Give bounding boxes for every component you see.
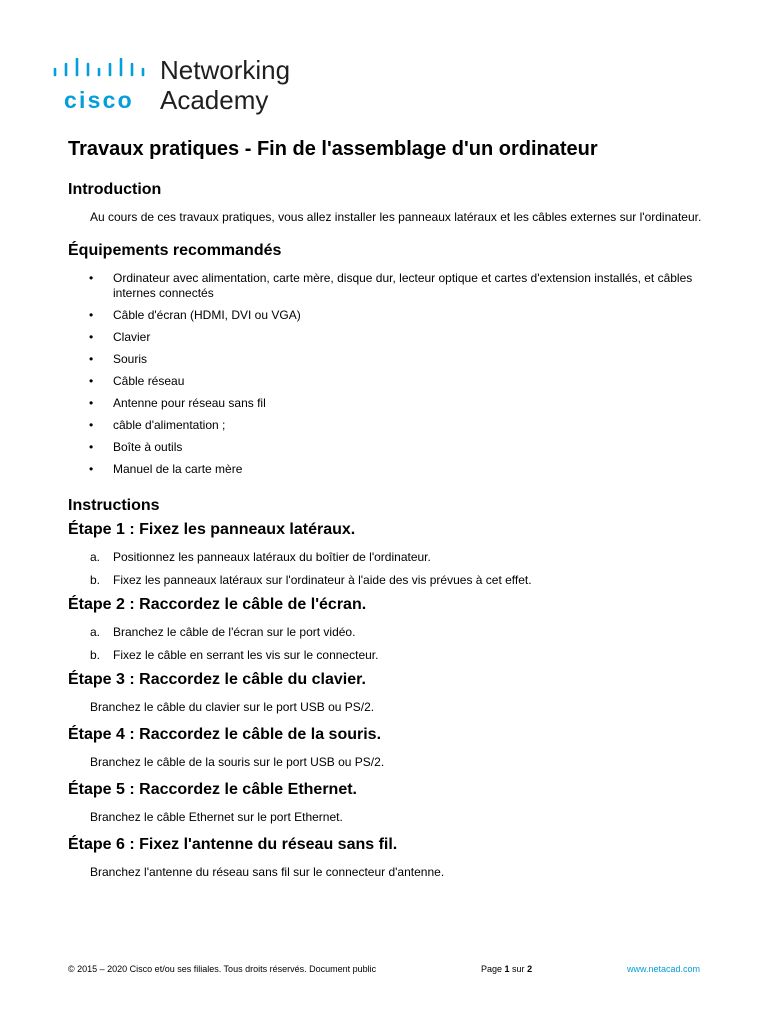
step2-heading: Étape 2 : Raccordez le câble de l'écran. [68, 596, 367, 613]
equipment-item: • Antenne pour réseau sans fil [68, 396, 708, 411]
step1-item-b [68, 573, 708, 588]
step2-item-a [68, 625, 708, 640]
equipment-item: • Manuel de la carte mère [68, 462, 708, 477]
step3-text: Branchez le câble du clavier sur le port USB ou PS/2. [90, 700, 375, 714]
step1-list [68, 550, 708, 588]
step1-heading: Étape 1 : Fixez les panneaux latéraux. [68, 521, 356, 538]
step1-item-a [68, 550, 708, 565]
list-marker: a. [90, 625, 101, 639]
step6-heading: Étape 6 : Fixez l'antenne du réseau sans fil. [68, 836, 398, 853]
page-prefix: Page [481, 964, 505, 974]
page-sep: sur [509, 964, 528, 974]
step6-text: Branchez l'antenne du réseau sans fil sur le connecteur d'antenne. [90, 865, 445, 879]
cisco-bars-icon [52, 58, 148, 80]
step4-text: Branchez le câble de la souris sur le port USB ou PS/2. [90, 755, 385, 769]
page-total: 2 [527, 964, 533, 974]
step2-item-a-text: Branchez le câble de l'écran sur le port vidéo. [113, 625, 356, 639]
equipment-item: • Clavier [68, 330, 708, 345]
step2-item-b-text: Fixez le câble en serrant les vis sur le connecteur. [113, 648, 379, 662]
equipment-item: • Ordinateur avec alimentation, carte mère, disque dur, lecteur optique et cartes d'extension installés, et câbles internes connectés [68, 271, 708, 301]
step5-text: Branchez le câble Ethernet sur le port Ethernet. [90, 810, 343, 824]
equipment-item: • câble d'alimentation ; [68, 418, 708, 433]
equipment-item: • Câble réseau [68, 374, 708, 389]
netacad-link[interactable]: www.netacad.com [626, 964, 700, 974]
step5-heading: Étape 5 : Raccordez le câble Ethernet. [68, 781, 357, 798]
equipment-list [68, 271, 708, 477]
introduction-text: Au cours de ces travaux pratiques, vous allez installer les panneaux latéraux et les câbles externes sur l'ordinateur. [90, 210, 702, 224]
document-body [68, 138, 708, 891]
logo-academy: Academy [160, 85, 269, 115]
step2-item-b [68, 648, 708, 663]
equipment-item: • Câble d'écran (HDMI, DVI ou VGA) [68, 308, 708, 323]
step1-item-b-text: Fixez les panneaux latéraux sur l'ordinateur à l'aide des vis prévues à cet effet. [113, 573, 532, 587]
introduction-heading: Introduction [68, 181, 162, 198]
page-title: Travaux pratiques - Fin de l'assemblage d'un ordinateur [68, 138, 598, 160]
equipment-item: • Boîte à outils [68, 440, 708, 455]
equipment-item: • Souris [68, 352, 708, 367]
step1-item-a-text: Positionnez les panneaux latéraux du boîtier de l'ordinateur. [113, 550, 431, 564]
list-marker: b. [90, 648, 101, 662]
cisco-networking-academy-logo [52, 55, 312, 118]
step3-heading: Étape 3 : Raccordez le câble du clavier. [68, 671, 366, 688]
step4-heading: Étape 4 : Raccordez le câble de la souris. [68, 726, 382, 743]
list-marker: b. [90, 573, 101, 587]
cisco-wordmark: cisco [64, 87, 134, 113]
page-number [481, 964, 532, 974]
equipment-heading: Équipements recommandés [68, 242, 282, 259]
page-current: 1 [504, 964, 510, 974]
list-marker: a. [90, 550, 101, 564]
instructions-heading: Instructions [68, 497, 160, 514]
logo-networking: Networking [160, 55, 291, 85]
copyright-notice: © 2015 – 2020 Cisco et/ou ses filiales. Tous droits réservés. Document public [68, 964, 377, 974]
step2-list [68, 625, 708, 663]
